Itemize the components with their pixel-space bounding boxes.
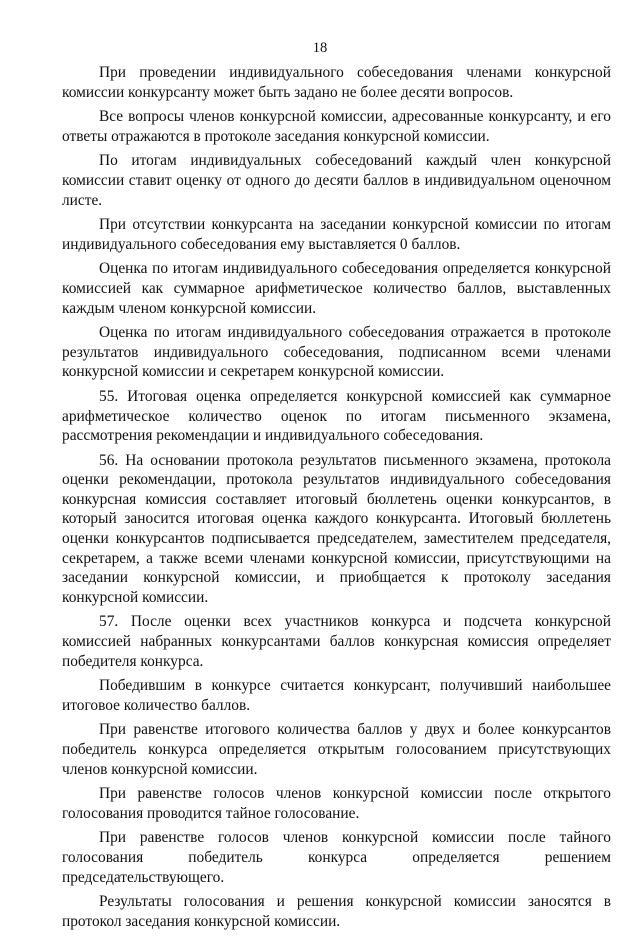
paragraph-item-57: 57. После оценки всех участников конкурса и подсчета конкурсной комиссией набранных конкурсантами баллов конкурсная комиссия определяет победителя конкурса. (62, 613, 611, 670)
paragraph: При проведении индивидуального собеседования членами конкурсной комиссии конкурсанту может быть задано не более десяти вопросов. (62, 64, 611, 101)
paragraph: Оценка по итогам индивидуального собеседования определяется конкурсной комиссией как суммарное арифметическое количество баллов, выставленных каждым членом конкурсной комиссии. (62, 260, 611, 317)
paragraph: Результаты голосования и решения конкурсной комиссии заносятся в протокол заседания конкурсной комиссии. (62, 893, 611, 930)
paragraph-item-55: 55. Итоговая оценка определяется конкурсной комиссией как суммарное арифметическое количество оценок по итогам письменного экзамена, рассмотрения рекомендации и индивидуального собеседования. (62, 387, 611, 445)
paragraph: При равенстве голосов членов конкурсной комиссии после открытого голосования проводится тайное голосование. (62, 785, 611, 822)
paragraph: При отсутствии конкурсанта на заседании конкурсной комиссии по итогам индивидуального собеседования ему выставляется 0 баллов. (62, 216, 611, 253)
paragraph: По итогам индивидуальных собеседований каждый член конкурсной комиссии ставит оценку от одного до десяти баллов в индивидуальном оценочном листе. (62, 152, 611, 209)
paragraph-item-56: 56. На основании протокола результатов письменного экзамена, протокола оценки рекомендации, протокола результатов индивидуального собеседования конкурсная комиссия составляет итоговый бюллетень оценки конкурсантов, в который заносится итоговая оценка каждого конкурсанта. Итоговый бюллетень оценки конкурсантов подписывается председателем, заместителем председателя, секретарем, а также всеми членами конкурсной комиссии, присутствующими на заседании конкурсной комиссии, и приобщается к протоколу заседания конкурсной комиссии. (62, 451, 611, 606)
document-body (62, 63, 611, 936)
paragraph: При равенстве голосов членов конкурсной комиссии после тайного голосования победитель конкурса определяется решением председательствующего. (62, 829, 611, 886)
paragraph: Оценка по итогам индивидуального собеседования отражается в протоколе результатов индивидуального собеседования, подписанном всеми членами конкурсной комиссии и секретарем конкурсной комиссии. (62, 324, 611, 381)
paragraph: Все вопросы членов конкурсной комиссии, адресованные конкурсанту, и его ответы отражаются в протоколе заседания конкурсной комиссии. (62, 108, 611, 145)
page-number: 18 (312, 40, 328, 56)
paragraph: При равенстве итогового количества баллов у двух и более конкурсантов победитель конкурса определяется открытым голосованием присутствующих членов конкурсной комиссии. (62, 721, 611, 778)
paragraph: Победившим в конкурсе считается конкурсант, получивший наибольшее итоговое количество баллов. (62, 677, 611, 714)
